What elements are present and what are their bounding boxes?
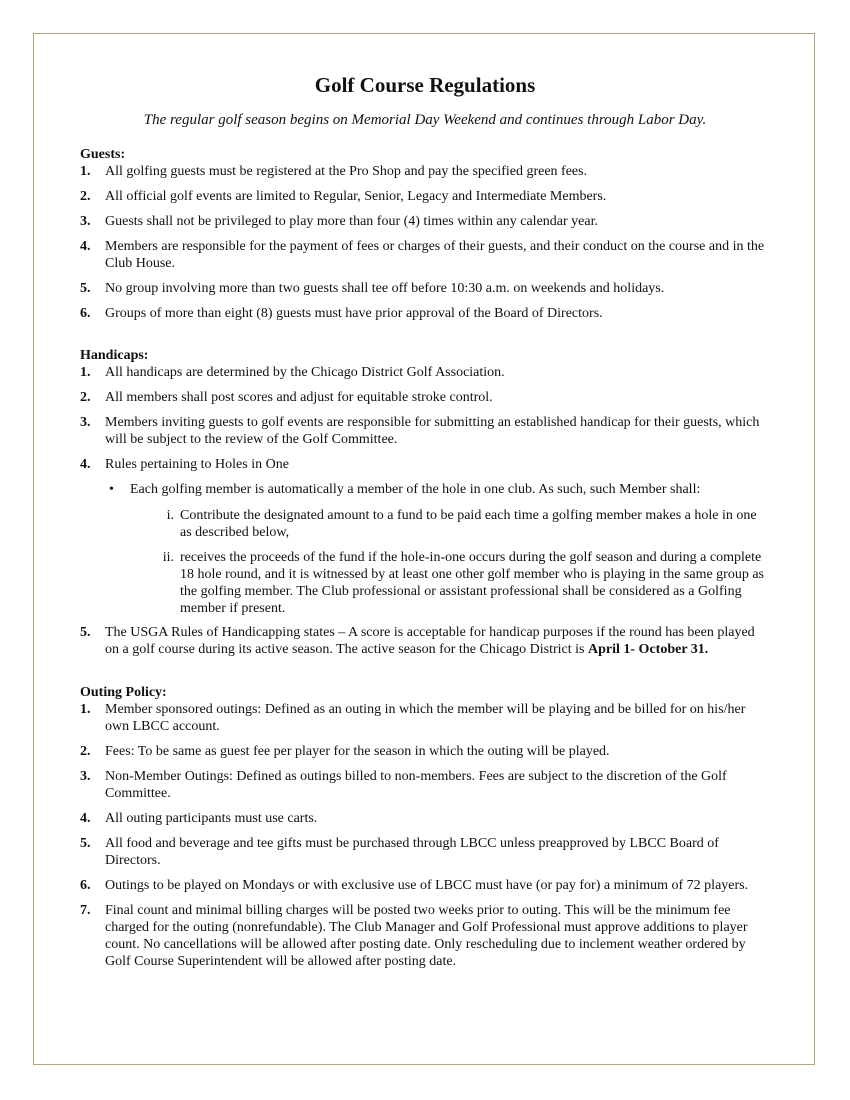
- item-number: 4.: [80, 811, 91, 826]
- list-item: [80, 213, 770, 230]
- handicaps-list: [80, 364, 770, 658]
- list-item: [80, 624, 770, 658]
- document-body: [80, 66, 770, 978]
- item-text: All outing participants must use carts.: [105, 811, 318, 826]
- item-text: Guests shall not be privileged to play more than four (4) times within any calendar year.: [105, 214, 598, 229]
- item-number: 7.: [80, 903, 91, 918]
- item-text: Members are responsible for the payment of fees or charges of their guests, and their conduct on the course and in the Club House.: [105, 239, 765, 271]
- item-number: 3.: [80, 769, 91, 784]
- item-number: 1.: [80, 702, 91, 717]
- active-season-dates: April 1- October 31.: [588, 642, 709, 657]
- list-item: [80, 877, 770, 894]
- item-text: All handicaps are determined by the Chicago District Golf Association.: [105, 365, 505, 380]
- roman-item: [105, 507, 770, 541]
- item-number: 4.: [80, 457, 91, 472]
- item-text: Fees: To be same as guest fee per player for the season in which the outing will be played.: [105, 744, 610, 759]
- item-text: Member sponsored outings: Defined as an outing in which the member will be playing and be billed for on his/her own LBCC account.: [105, 702, 746, 734]
- list-item: [80, 188, 770, 205]
- item-text: All members shall post scores and adjust for equitable stroke control.: [105, 390, 493, 405]
- item-number: 2.: [80, 744, 91, 759]
- item-number: 1.: [80, 164, 91, 179]
- item-text: No group involving more than two guests shall tee off before 10:30 a.m. on weekends and holidays.: [105, 281, 665, 296]
- roman-text: Contribute the designated amount to a fund to be paid each time a golfing member makes a hole in one as described below,: [180, 508, 757, 540]
- list-item: [80, 305, 770, 322]
- item-number: 4.: [80, 239, 91, 254]
- list-item: [80, 163, 770, 180]
- item-text: Outings to be played on Mondays or with exclusive use of LBCC must have (or pay for) a minimum of 72 players.: [105, 878, 749, 893]
- item-number: 3.: [80, 415, 91, 430]
- item-number: 6.: [80, 306, 91, 321]
- list-item: [80, 456, 770, 617]
- roman-item: [105, 549, 770, 617]
- item-number: 1.: [80, 365, 91, 380]
- roman-text: receives the proceeds of the fund if the hole-in-one occurs during the golf season and during a complete 18 hole round, and it is witnessed by at least one other golf member who is playing in the same group as the golfing member. The Club professional or assistant professional shall be considered as a Golfing member if present.: [180, 550, 764, 616]
- item-text: Groups of more than eight (8) guests must have prior approval of the Board of Directors.: [105, 306, 603, 321]
- item-number: 3.: [80, 214, 91, 229]
- list-item: [80, 238, 770, 272]
- guests-heading: Guests:: [80, 147, 126, 162]
- list-item: [80, 364, 770, 381]
- list-item: [80, 414, 770, 448]
- roman-number: ii.: [162, 550, 174, 565]
- item-text: Non-Member Outings: Defined as outings billed to non-members. Fees are subject to the discretion of the Golf Committee.: [105, 769, 727, 801]
- item-text: All food and beverage and tee gifts must be purchased through LBCC unless preapproved by LBCC Board of Directors.: [105, 836, 719, 868]
- roman-list: [105, 507, 770, 617]
- item-text: Final count and minimal billing charges will be posted two weeks prior to outing. This will be the minimum fee charged for the outing (nonrefundable). The Club Manager and Golf Professional must approve additions to player count. No cancellations will be allowed after posting date. Only rescheduling due to inclement weather ordered by Golf Course Superintendent will be allowed after posting date.: [105, 903, 748, 969]
- list-item: [80, 902, 770, 970]
- bullet-text: Each golfing member is automatically a member of the hole in one club. As such, such Member shall:: [130, 482, 701, 497]
- season-subtitle: The regular golf season begins on Memorial Day Weekend and continues through Labor Day.: [143, 112, 707, 128]
- bullet-item: [105, 481, 770, 498]
- item-number: 6.: [80, 878, 91, 893]
- outing-section: [80, 684, 770, 970]
- list-item: [80, 389, 770, 406]
- item-number: 5.: [80, 836, 91, 851]
- guests-section: [80, 146, 770, 322]
- list-item: [80, 768, 770, 802]
- list-item: [80, 810, 770, 827]
- item-number: 5.: [80, 625, 91, 640]
- outing-heading: Outing Policy:: [80, 685, 167, 700]
- list-item: [80, 701, 770, 735]
- item-number: 5.: [80, 281, 91, 296]
- list-item: [80, 835, 770, 869]
- roman-number: i.: [166, 508, 174, 523]
- list-item: [80, 743, 770, 760]
- item-text: Members inviting guests to golf events are responsible for submitting an established handicap for their guests, which will be subject to the review of the Golf Committee.: [105, 415, 760, 447]
- item-text: All official golf events are limited to Regular, Senior, Legacy and Intermediate Members.: [105, 189, 607, 204]
- item-text: The USGA Rules of Handicapping states – A score is acceptable for handicap purposes if the round has been played on a golf course during its active season. The active season for the Chicago District is: [105, 625, 755, 657]
- hole-in-one-rules: [105, 481, 770, 617]
- handicaps-heading: Handicaps:: [80, 348, 149, 363]
- page-title: Golf Course Regulations: [314, 73, 536, 97]
- item-text: Rules pertaining to Holes in One: [105, 457, 289, 472]
- list-item: [80, 280, 770, 297]
- guests-list: [80, 163, 770, 322]
- bullet-icon: •: [109, 482, 114, 497]
- handicaps-section: [80, 347, 770, 658]
- outing-list: [80, 701, 770, 970]
- item-number: 2.: [80, 390, 91, 405]
- item-number: 2.: [80, 189, 91, 204]
- item-text: All golfing guests must be registered at the Pro Shop and pay the specified green fees.: [105, 164, 588, 179]
